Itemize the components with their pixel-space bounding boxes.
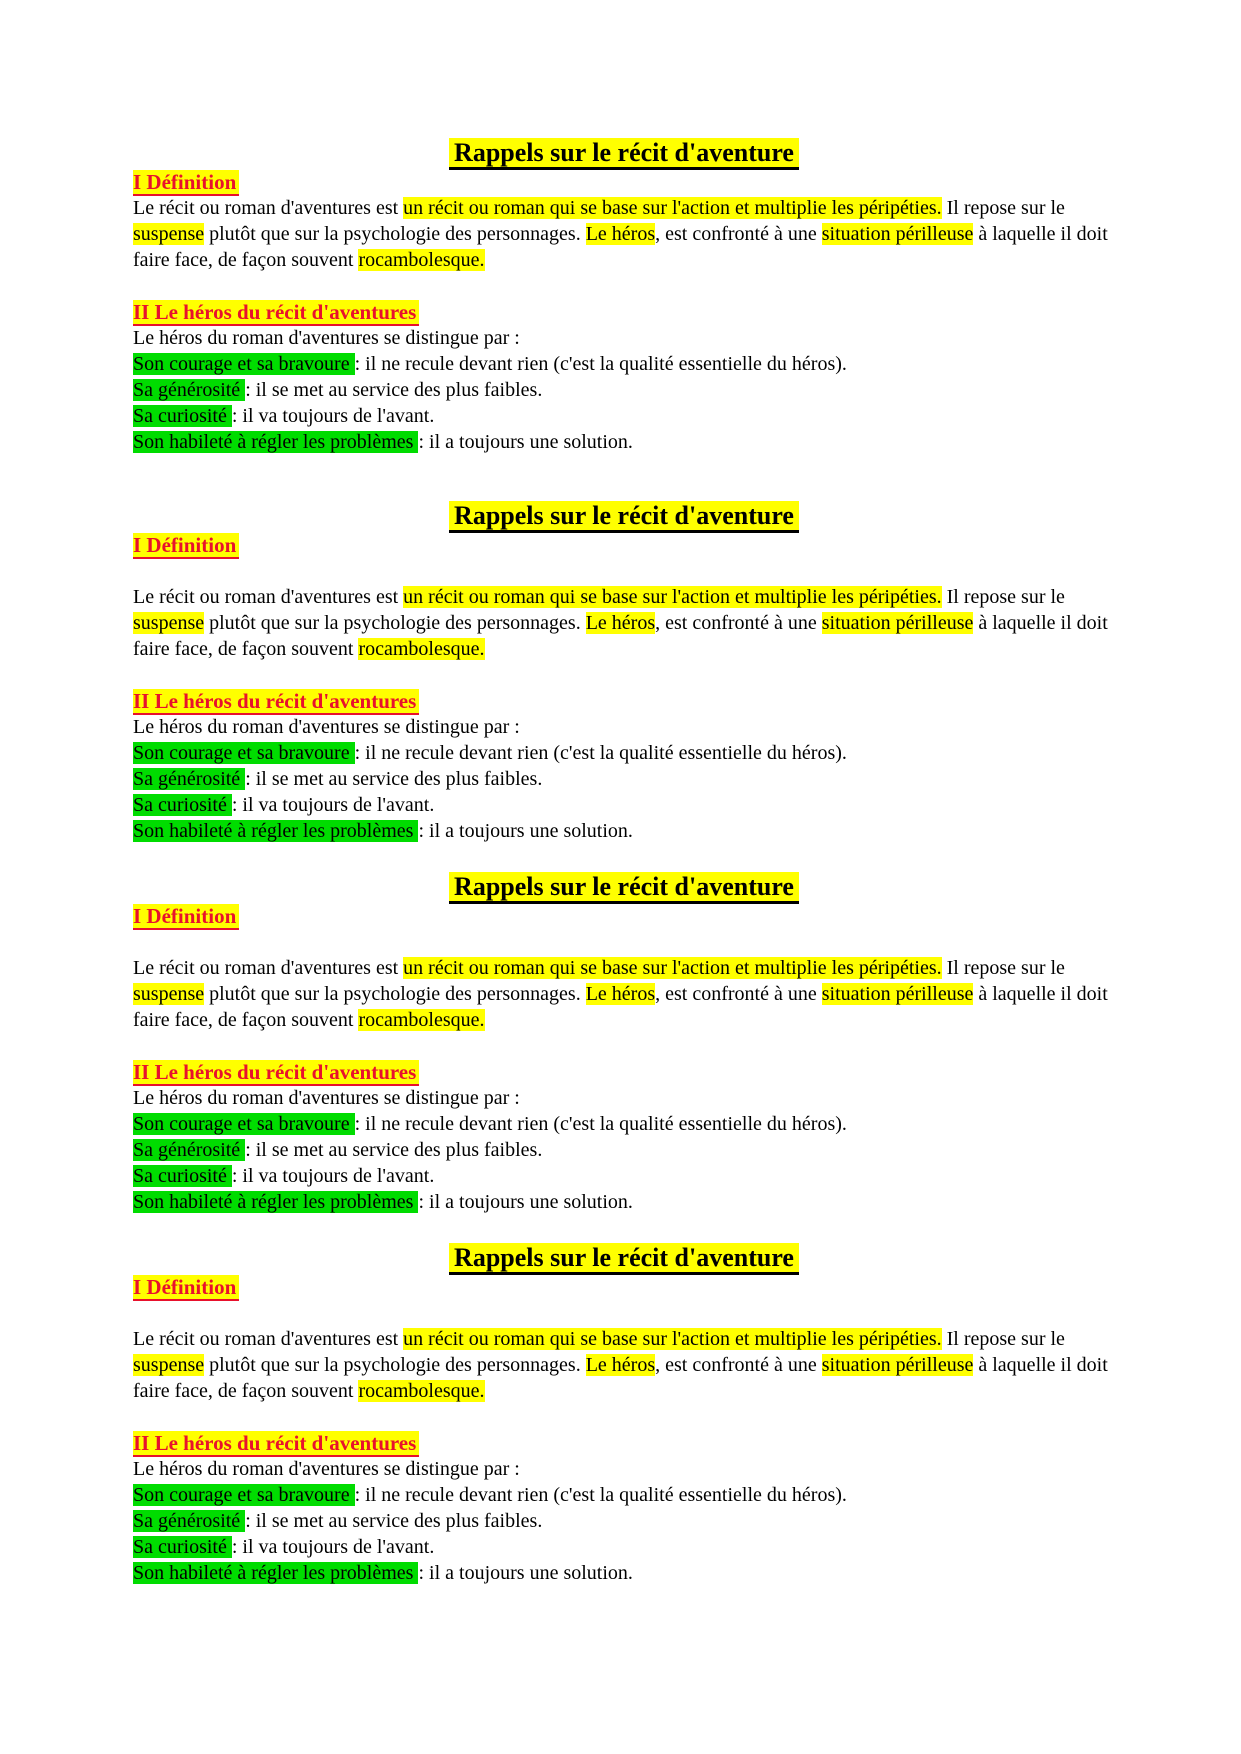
plain-text: Le récit ou roman d'aventures est <box>133 957 404 979</box>
plain-text: Le récit ou roman d'aventures est <box>133 1328 404 1350</box>
definition-heading-text: I Définition <box>133 170 239 196</box>
hero-quality-line: Sa générosité : il se met au service des plus faibles. <box>133 1139 543 1161</box>
highlighted-quality: Sa générosité <box>133 379 246 401</box>
hero-quality-line: Sa curiosité : il va toujours de l'avant. <box>133 794 435 816</box>
spacer-before-hero <box>133 662 1115 688</box>
hero-qualities <box>133 1482 1115 1586</box>
section-title-text: Rappels sur le récit d'aventure <box>449 138 799 170</box>
highlighted-text: suspense <box>133 223 205 245</box>
section-title <box>133 870 1115 903</box>
highlighted-quality: Son courage et sa bravoure <box>133 353 355 375</box>
highlighted-quality: Sa curiosité <box>133 1165 232 1187</box>
hero-quality-line: Sa générosité : il se met au service des plus faibles. <box>133 1510 543 1532</box>
plain-text: plutôt que sur la psychologie des personnages. <box>204 1354 586 1376</box>
plain-text: à laquelle il doit faire face, de façon souvent <box>133 612 1108 660</box>
plain-text: Il repose sur le <box>941 1328 1065 1350</box>
hero-heading <box>133 688 1115 714</box>
hero-quality-line: Son courage et sa bravoure : il ne recule devant rien (c'est la qualité essentielle du héros). <box>133 742 847 764</box>
hero-heading-text: II Le héros du récit d'aventures <box>133 1431 419 1457</box>
plain-text: Il repose sur le <box>941 197 1065 219</box>
highlighted-text: situation périlleuse <box>821 983 974 1005</box>
highlighted-quality: Son habileté à régler les problèmes <box>133 820 419 842</box>
spacer-after-definition <box>133 1300 1115 1326</box>
section-title <box>133 136 1115 169</box>
hero-heading <box>133 1059 1115 1085</box>
section-title-text: Rappels sur le récit d'aventure <box>449 501 799 533</box>
hero-quality-line: Sa curiosité : il va toujours de l'avant. <box>133 1165 435 1187</box>
highlighted-text: Le héros <box>585 223 656 245</box>
plain-text: Le récit ou roman d'aventures est <box>133 586 404 608</box>
definition-heading <box>133 1274 1115 1300</box>
highlighted-text: Le héros <box>585 1354 656 1376</box>
definition-heading <box>133 169 1115 195</box>
plain-text: plutôt que sur la psychologie des personnages. <box>204 223 586 245</box>
definition-heading-text: I Définition <box>133 1275 239 1301</box>
lesson-section <box>133 499 1115 844</box>
highlighted-text: un récit ou roman qui se base sur l'action et multiplie les péripéties. <box>403 1328 942 1350</box>
highlighted-quality: Son habileté à régler les problèmes <box>133 1562 419 1584</box>
highlighted-quality: Son courage et sa bravoure <box>133 1484 355 1506</box>
hero-intro: Le héros du roman d'aventures se distingue par : <box>133 327 520 349</box>
plain-text: , est confronté à une <box>655 983 822 1005</box>
highlighted-quality: Sa générosité <box>133 768 246 790</box>
hero-quality-line: Son habileté à régler les problèmes : il a toujours une solution. <box>133 820 633 842</box>
plain-text: à laquelle il doit faire face, de façon souvent <box>133 223 1108 271</box>
hero-quality-line: Sa curiosité : il va toujours de l'avant. <box>133 1536 435 1558</box>
spacer-before-hero <box>133 273 1115 299</box>
highlighted-text: suspense <box>133 612 205 634</box>
plain-text: , est confronté à une <box>655 612 822 634</box>
highlighted-text: Le héros <box>585 612 656 634</box>
plain-text: , est confronté à une <box>655 1354 822 1376</box>
section-title <box>133 499 1115 532</box>
highlighted-text: suspense <box>133 1354 205 1376</box>
plain-text: Il repose sur le <box>941 957 1065 979</box>
definition-paragraph <box>133 955 1115 1033</box>
highlighted-text: Le héros <box>585 983 656 1005</box>
plain-text: Le récit ou roman d'aventures est <box>133 197 404 219</box>
hero-intro: Le héros du roman d'aventures se distingue par : <box>133 716 520 738</box>
definition-paragraph <box>133 1326 1115 1404</box>
plain-text: à laquelle il doit faire face, de façon souvent <box>133 1354 1108 1402</box>
spacer-after-definition <box>133 929 1115 955</box>
highlighted-text: situation périlleuse <box>821 612 974 634</box>
highlighted-quality: Son habileté à régler les problèmes <box>133 1191 419 1213</box>
highlighted-text: rocambolesque. <box>358 638 485 660</box>
highlighted-text: suspense <box>133 983 205 1005</box>
lesson-section <box>133 136 1115 455</box>
lesson-section <box>133 1241 1115 1586</box>
highlighted-quality: Son courage et sa bravoure <box>133 1113 355 1135</box>
lesson-section <box>133 870 1115 1215</box>
hero-heading <box>133 299 1115 325</box>
highlighted-quality: Sa générosité <box>133 1510 246 1532</box>
highlighted-quality: Sa curiosité <box>133 1536 232 1558</box>
hero-quality-line: Son habileté à régler les problèmes : il a toujours une solution. <box>133 1191 633 1213</box>
hero-intro: Le héros du roman d'aventures se distingue par : <box>133 1087 520 1109</box>
section-title-text: Rappels sur le récit d'aventure <box>449 1243 799 1275</box>
definition-paragraph <box>133 584 1115 662</box>
highlighted-text: rocambolesque. <box>358 249 485 271</box>
document-body <box>133 136 1115 1612</box>
hero-quality-line: Son habileté à régler les problèmes : il a toujours une solution. <box>133 431 633 453</box>
section-title <box>133 1241 1115 1274</box>
hero-quality-line: Son courage et sa bravoure : il ne recule devant rien (c'est la qualité essentielle du héros). <box>133 1484 847 1506</box>
hero-qualities <box>133 351 1115 455</box>
spacer-before-hero <box>133 1033 1115 1059</box>
highlighted-text: situation périlleuse <box>821 223 974 245</box>
highlighted-quality: Son courage et sa bravoure <box>133 742 355 764</box>
hero-quality-line: Son courage et sa bravoure : il ne recule devant rien (c'est la qualité essentielle du héros). <box>133 1113 847 1135</box>
highlighted-quality: Sa curiosité <box>133 405 232 427</box>
plain-text: , est confronté à une <box>655 223 822 245</box>
plain-text: plutôt que sur la psychologie des personnages. <box>204 983 586 1005</box>
hero-quality-line: Son courage et sa bravoure : il ne recule devant rien (c'est la qualité essentielle du héros). <box>133 353 847 375</box>
definition-heading-text: I Définition <box>133 904 239 930</box>
definition-heading <box>133 532 1115 558</box>
highlighted-text: rocambolesque. <box>358 1009 485 1031</box>
hero-quality-line: Son habileté à régler les problèmes : il a toujours une solution. <box>133 1562 633 1584</box>
section-title-text: Rappels sur le récit d'aventure <box>449 872 799 904</box>
highlighted-text: situation périlleuse <box>821 1354 974 1376</box>
definition-paragraph <box>133 195 1115 273</box>
definition-heading-text: I Définition <box>133 533 239 559</box>
hero-qualities <box>133 740 1115 844</box>
plain-text: Il repose sur le <box>941 586 1065 608</box>
hero-heading-text: II Le héros du récit d'aventures <box>133 300 419 326</box>
hero-quality-line: Sa générosité : il se met au service des plus faibles. <box>133 768 543 790</box>
hero-heading-text: II Le héros du récit d'aventures <box>133 1060 419 1086</box>
highlighted-text: un récit ou roman qui se base sur l'action et multiplie les péripéties. <box>403 197 942 219</box>
plain-text: à laquelle il doit faire face, de façon souvent <box>133 983 1108 1031</box>
highlighted-quality: Son habileté à régler les problèmes <box>133 431 419 453</box>
highlighted-text: rocambolesque. <box>358 1380 485 1402</box>
plain-text: plutôt que sur la psychologie des personnages. <box>204 612 586 634</box>
hero-quality-line: Sa générosité : il se met au service des plus faibles. <box>133 379 543 401</box>
highlighted-quality: Sa générosité <box>133 1139 246 1161</box>
definition-heading <box>133 903 1115 929</box>
spacer-before-hero <box>133 1404 1115 1430</box>
spacer-after-definition <box>133 558 1115 584</box>
hero-quality-line: Sa curiosité : il va toujours de l'avant. <box>133 405 435 427</box>
hero-intro: Le héros du roman d'aventures se distingue par : <box>133 1458 520 1480</box>
hero-heading-text: II Le héros du récit d'aventures <box>133 689 419 715</box>
highlighted-quality: Sa curiosité <box>133 794 232 816</box>
highlighted-text: un récit ou roman qui se base sur l'action et multiplie les péripéties. <box>403 957 942 979</box>
highlighted-text: un récit ou roman qui se base sur l'action et multiplie les péripéties. <box>403 586 942 608</box>
hero-heading <box>133 1430 1115 1456</box>
hero-qualities <box>133 1111 1115 1215</box>
